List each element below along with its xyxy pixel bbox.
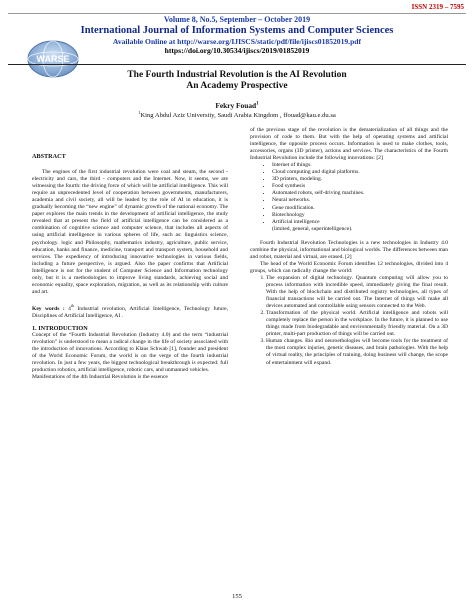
affiliation [0, 110, 474, 119]
list-item: • Cloud computing and digital platforms. [272, 169, 448, 176]
introduction-heading: 1. INTRODUCTION [32, 324, 88, 332]
introduction-paragraph-2: Manifestations of the 4th Industrial Revolution is the essence [32, 374, 168, 381]
list-note: (limited, general, superintelligence). [272, 225, 353, 232]
list-item: 3. Human changes. Bio and neuroethologies will become tools for the treatment of the most complex injuries, genetic diseases, and brain pathologies. With the help of virtual reality, the principles of training, doing business will change, the scope of entertainment will expand. [266, 338, 448, 366]
author-name [0, 101, 474, 110]
volume-line: Volume 8, No.5, September – October 2019 [163, 15, 311, 24]
list-item: • Internet of things. [272, 162, 448, 169]
list-item: • Automated robots, self-driving machines. [272, 190, 448, 197]
page-number: 155 [232, 593, 242, 600]
list-item: • Biotechnology [272, 212, 448, 219]
right-paragraph-3: The head of the World Economic Forum identifies 12 technologies, divided into 4 groups, which can radically change the world: [250, 260, 448, 274]
innovations-list [250, 162, 448, 225]
header-rule [8, 64, 466, 65]
top-rule [8, 13, 466, 14]
list-item: • Food synthesis [272, 183, 448, 190]
paper-title [0, 70, 474, 92]
journal-header [0, 15, 474, 55]
abstract-heading: ABSTRACT [32, 153, 66, 160]
author-superscript: 1 [256, 101, 259, 107]
list-item: • Artificial intelligence [272, 219, 448, 226]
keywords-label: Key words : [32, 305, 65, 312]
doi-link[interactable]: https://doi.org/10.30534/ijiscs/2019/01852019 [164, 46, 310, 55]
left-column [32, 153, 228, 381]
keywords-ordinal: th [70, 302, 74, 308]
introduction-paragraph-1: Concept of the “Fourth Industrial Revolution (Industry 4.0) and the term “industrial revolution” is understood to mean a radical change in the life of society associated with the introduction of innovations. According to Klaus Schwab [1], founder and president of the World Economic Forum, the world is on the verge of the fourth industrial revolution. In just a few years, the biggest technological breakthrough is expected: full production robotics, artificial intelligence, robotic cars, and unmanned vehicles. [32, 331, 228, 374]
title-line-2: An Academy Prospective [186, 81, 288, 91]
affiliation-superscript: 1 [138, 110, 141, 115]
keywords-text: Industrial revolution, Artificial Intelligence, Technology future, Disciplines of Artificial Intelligence, AI . [32, 305, 229, 319]
right-paragraph-2: Fourth Industrial Revolution Technologies is a new technologies in Industry 4.0 combine the physical, informational and biological worlds. The differences between man and robot, material and virtual, are erased. [2] [250, 239, 448, 260]
title-line-1: The Fourth Industrial Revolution is the AI Revolution [127, 70, 347, 80]
author-text: Fekry Fouad [215, 101, 257, 110]
list-item: • 3D printers, modeling. [272, 176, 448, 183]
affiliation-text: King Abdul Aziz University, Saudi Arabia Kingdom , ffouad@kau.e.du.sa [140, 112, 336, 120]
keywords-sup-number: 4 [68, 305, 71, 312]
svg-text:WARSE: WARSE [36, 54, 70, 64]
right-column [250, 127, 448, 367]
journal-title: International Journal of Information Systems and Computer Sciences [80, 25, 394, 36]
technology-groups-list [250, 275, 448, 367]
list-item: • Neural networks. [272, 197, 448, 204]
issn-label: ISSN 2319 – 7595 [411, 3, 464, 11]
keywords [32, 302, 228, 320]
abstract-text: The engines of the first industrial revolution were coal and steam, the second - electricity and cars, the third - computers and the Internet. Now, it seems, we are witnessing the fourth: the driving force of which will be artificial intelligence. This will require an unprecedented level of cooperation between governments, manufacturers, academia and civil society, all will be leaded by the role of AI in education, it is gradually becoming the “new engine” of dynamic growth of the national economy. The paper explores the main trends in the development of artificial intelligence, the study revealed that at present the field of artificial intelligence can be considered as a combination of cognitive science and computer science, that includes all aspects of using artificial intelligence in various spheres of life, such as: linguistics science, psychology. logic and Philosophy, mathematics industry, agriculture, public service, education, banks and finance, medicine, transport and transport system, household and services. The expediency of introducing innovative technologies in various fields, including a future perspective, is argued. Also the paper confirms that Artificial Intelligence is not for the student of Computer Science and Information technology only, but it is a methodologies to improve living standards, achieving social and economic equality, space exploration, migration, as well as its relationship with culture and art. [32, 169, 228, 295]
list-item: 2. Transformation of the physical world. Artificial intelligence and robots will completely replace the person in the workplace. In the future, it is planned to use things made from biodegradable and environmentally friendly material. On a 3D printer, multi-part production of things will be carried out. [266, 310, 448, 338]
list-item: • Gene modification. [272, 205, 448, 212]
journal-url[interactable]: Available Online at http://warse.org/IJISCS/static/pdf/file/ijiscs01852019.pdf [112, 37, 362, 46]
list-item: 1. The expansion of digital technology. Quantum computing will allow you to process information with incredible speed, immediately giving the final result. With the help of blockchain and distributed registry technologies, all types of financial transactions will be carried out. The Internet of things will make all devices automated and controllable using sensors connected to the Web. [266, 275, 448, 310]
right-paragraph-1: of the previous stage of the revolution is the dematerialization of all things and the provision of code to them. But with the help of operating systems and artificial intelligence, the opposite process occurs. Information is used to make clothes, tools, accessories, organs (3D printer), actions and services. The characteristics of the Fourth Industrial Revolution include the following innovations: [2] [250, 127, 448, 162]
